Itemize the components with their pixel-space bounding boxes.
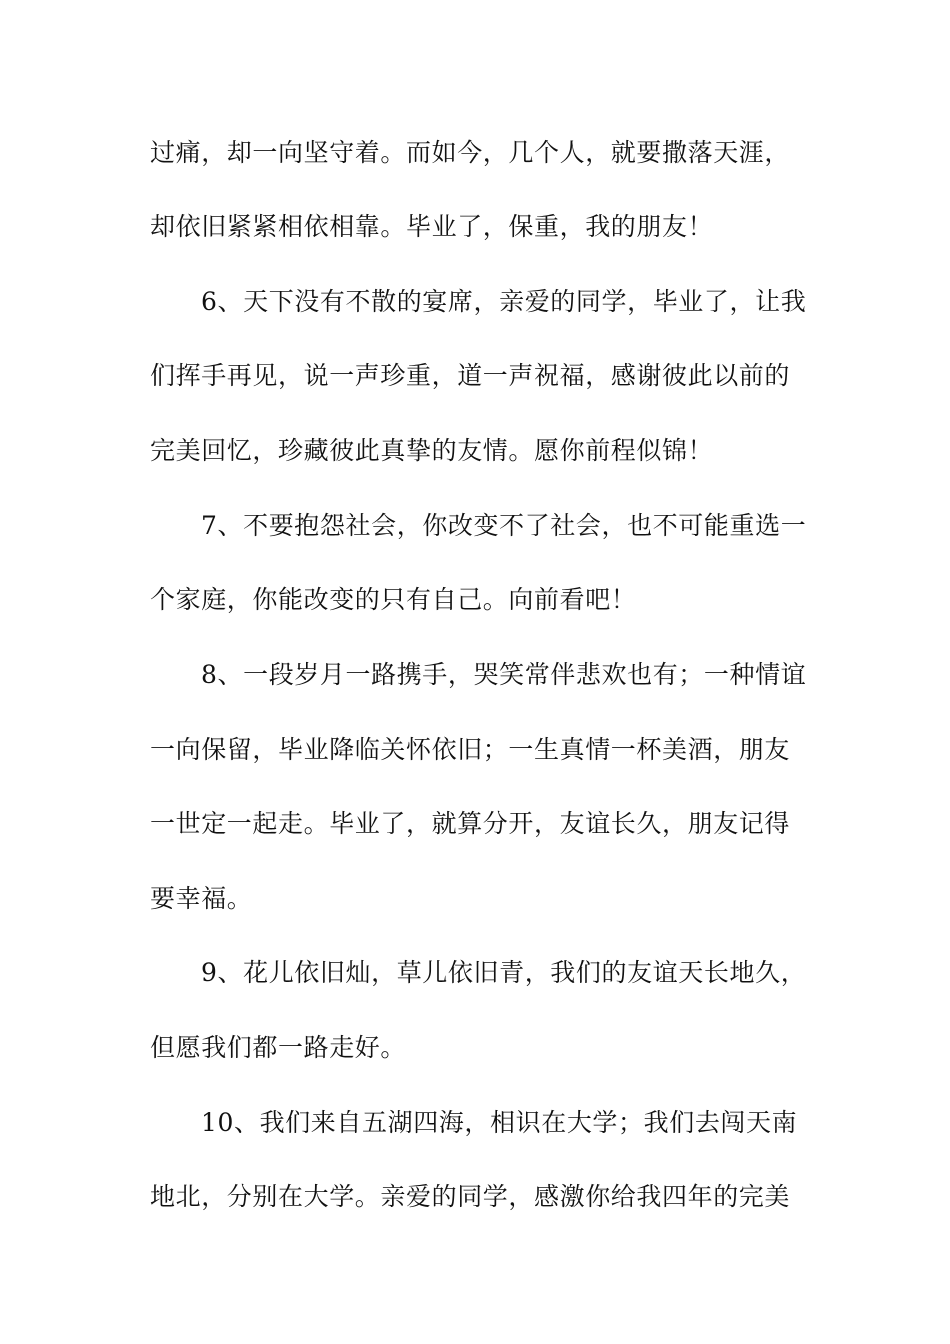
text-line: 却依旧紧紧相依相靠。毕业了，保重，我的朋友！	[150, 212, 714, 241]
text-line: 完美回忆，珍藏彼此真挚的友情。愿你前程似锦！	[150, 436, 714, 465]
paragraph-start-line: 10、我们来自五湖四海，相识在大学；我们去闯天南	[201, 1108, 798, 1137]
paragraph-start-line: 7、不要抱怨社会，你改变不了社会，也不可能重选一	[201, 511, 807, 540]
text-line: 地北，分别在大学。亲爱的同学，感激你给我四年的完美	[150, 1182, 791, 1211]
text-line: 过痛，却一向坚守着。而如今，几个人，就要撒落天涯，	[150, 138, 791, 167]
text-line: 们挥手再见，说一声珍重，道一声祝福，感谢彼此以前的	[150, 361, 791, 390]
text-line: 个家庭，你能改变的只有自己。向前看吧！	[150, 585, 637, 614]
text-line: 一世定一起走。毕业了，就算分开，友谊长久，朋友记得	[150, 809, 791, 838]
paragraph-start-line: 8、一段岁月一路携手，哭笑常伴悲欢也有；一种情谊	[201, 660, 807, 689]
text-line: 一向保留，毕业降临关怀依旧；一生真情一杯美酒，朋友	[150, 735, 791, 764]
text-line: 但愿我们都一路走好。	[150, 1033, 407, 1062]
paragraph-start-line: 6、天下没有不散的宴席，亲爱的同学，毕业了，让我	[201, 287, 807, 316]
paragraph-start-line: 9、花儿依旧灿，草儿依旧青，我们的友谊天长地久，	[201, 958, 807, 987]
text-line: 要幸福。	[150, 884, 253, 913]
